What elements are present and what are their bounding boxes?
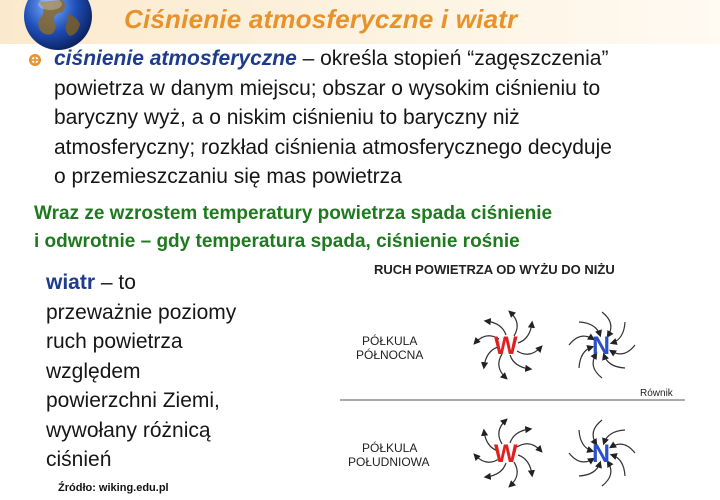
- northern-hemisphere-label: PÓŁNOCNA: [356, 348, 424, 362]
- air-movement-diagram: [330, 255, 720, 500]
- wind-line: powierzchni Ziemi,: [46, 389, 220, 412]
- pressure-line: atmosferyczny; rozkład ciśnienia atmosferycznego decyduje: [54, 135, 612, 159]
- wind-line: – to: [95, 271, 136, 294]
- pressure-line: baryczny wyż, a o niskim ciśnieniu to baryczny niż: [54, 106, 520, 129]
- northern-hemisphere-label: PÓŁKULA: [362, 334, 418, 348]
- pressure-line: powietrza w danym miejscu; obszar o wysokim ciśnieniu to: [54, 76, 601, 100]
- wind-definition: [46, 268, 286, 475]
- temperature-line: Wraz ze wzrostem temperatury powietrza spada ciśnienie: [34, 203, 553, 224]
- equator-label: Równik: [640, 388, 673, 399]
- diagram-title: RUCH POWIETRZA OD WYŻU DO NIŻU: [374, 262, 615, 277]
- wind-line: ciśnień: [46, 448, 112, 471]
- temperature-line: i odwrotnie – gdy temperatura spada, ciśnienie rośnie: [34, 230, 520, 252]
- southern-hemisphere-label: PÓŁKULA: [362, 441, 418, 455]
- temperature-note: [34, 200, 714, 255]
- wind-line: wywołany różnicą: [46, 418, 211, 442]
- pressure-line: – określa stopień “zagęszczenia”: [296, 47, 609, 70]
- wind-line: ruch powietrza: [46, 330, 183, 353]
- slide-title: Ciśnienie atmosferyczne i wiatr: [124, 4, 518, 34]
- bullet-icon: [28, 53, 42, 67]
- globe-icon: [10, 0, 102, 50]
- high-pressure-letter: W: [494, 440, 518, 468]
- pressure-definition: [54, 44, 704, 192]
- wind-term: wiatr: [46, 271, 96, 294]
- wind-line: przeważnie poziomy: [46, 300, 237, 324]
- southern-hemisphere-label: POŁUDNIOWA: [348, 455, 430, 469]
- wind-line: względem: [46, 359, 141, 383]
- low-pressure-letter: N: [592, 332, 611, 360]
- pressure-term: ciśnienie atmosferyczne: [54, 47, 297, 70]
- high-pressure-letter: W: [494, 332, 518, 360]
- low-pressure-letter: N: [592, 440, 611, 468]
- pressure-line: o przemieszczaniu się mas powietrza: [54, 165, 402, 188]
- source-note: Źródło: wiking.edu.pl: [58, 482, 169, 494]
